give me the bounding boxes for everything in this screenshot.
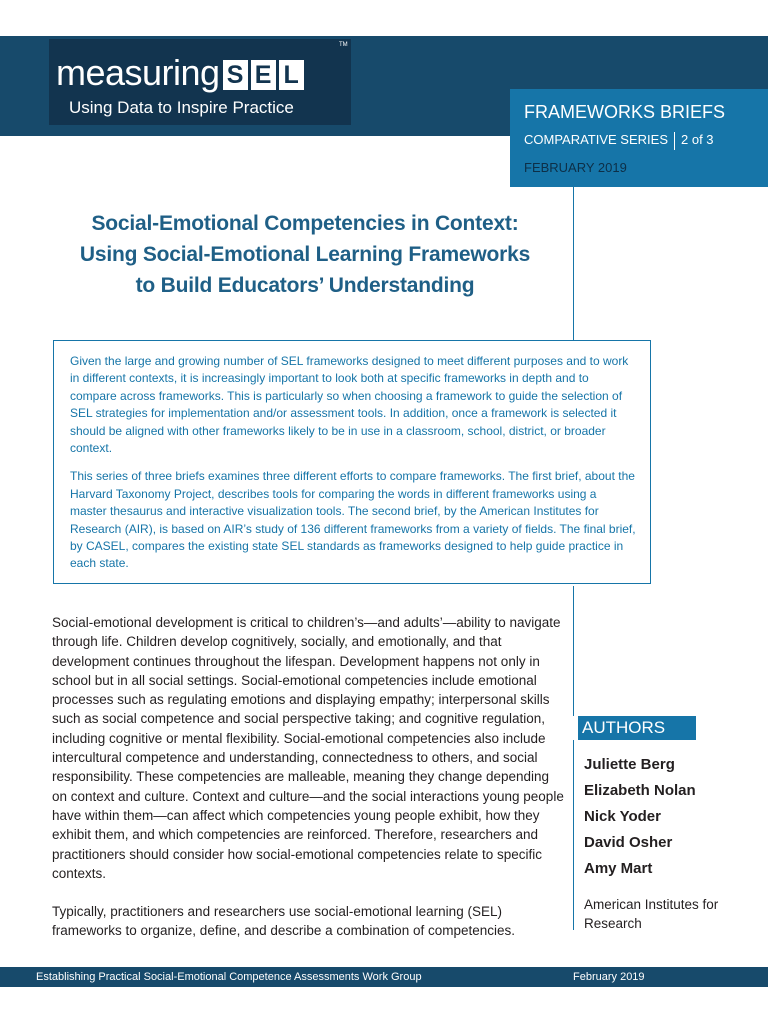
briefs-date: FEBRUARY 2019 [524,160,627,175]
abstract-box [53,340,651,584]
series-separator [674,132,675,150]
logo-letter-l: L [279,60,304,90]
abstract-paragraph-2: This series of three briefs examines three different efforts to compare frameworks. The first brief, about the Harvard Taxonomy Project, describes tools for comparing the words in different frameworks using a master thesaurus and interactive visualization tools. The second brief, by the American Institutes for Research (AIR), is based on AIR’s study of 136 different frameworks from a variety of fields. The final brief, by CASEL, compares the existing state SEL standards as frameworks designed to help guide practice in each state. [70,469,636,571]
author-affiliation: American Institutes for Research [584,897,719,931]
logo-main [56,47,307,93]
vertical-rule-middle [573,586,574,716]
body-paragraph-1: Social-emotional development is critical to children’s—and adults’—ability to navigate through life. Children develop cognitively, socially, and emotionally, and that development continues throughout the lifespan. Development happens not only in school but in all social settings. Social-emotional competencies include emotional processes such as regulating emotions and displaying empathy; interpersonal skills such as social competence and social perspective taking; and cognitive regulation, including cognitive or mental flexibility. Social-emotional competencies also include intercultural competence and understanding, connectedness to others, and social responsibility. These competencies are malleable, meaning they change depending on context and culture. Context and culture—and the social interactions young people have within them—can affect which competencies young people exhibit, how they exhibit them, and which competencies are reinforced. Therefore, researchers and practitioners should consider how social-emotional competencies relate to specific contexts. [52,615,564,881]
title-line-1: Social-Emotional Competencies in Context: [91,212,519,235]
author-name: Juliette Berg [584,756,675,773]
authors-heading: AUTHORS [578,716,696,740]
logo-trademark: TM [339,42,348,48]
logo-word: measuring [56,52,220,93]
logo-sel-letters [223,60,307,90]
title-line-2: Using Social-Emotional Learning Frameworks [79,243,531,266]
footer-date: February 2019 [573,971,645,983]
author-list [584,752,696,882]
vertical-rule-top [573,187,574,340]
logo-letter-e: E [251,60,276,90]
briefs-title: FRAMEWORKS BRIEFS [524,102,726,122]
footer-band [0,967,768,987]
author-name: Elizabeth Nolan [584,782,696,799]
author-name: Amy Mart [584,860,653,877]
briefs-series [524,131,714,150]
frameworks-briefs-box [510,89,768,187]
abstract-paragraph-1: Given the large and growing number of SEL frameworks designed to meet different purposes and to work in different contexts, it is increasingly important to look both at specific frameworks in depth and to compare across frameworks. This is particularly so when choosing a framework to guide the selection of SEL strategies for implementation and/or assessment tools. In addition, once a framework is selected it should be aligned with other frameworks likely to be in use in a classroom, school, district, or broader context. [70,354,629,456]
logo-tagline: Using Data to Inspire Practice [69,98,294,117]
body-paragraph-2: Typically, practitioners and researchers use social-emotional learning (SEL) frameworks to organize, define, and describe a combination of competencies. [52,904,516,939]
vertical-rule-bottom [573,740,574,930]
author-name: Nick Yoder [584,808,661,825]
body-text [52,613,567,960]
author-name: David Osher [584,834,673,851]
measuring-sel-logo [49,39,351,125]
series-part: 2 of 3 [681,132,714,147]
series-label: COMPARATIVE SERIES [524,132,668,147]
logo-letter-s: S [223,60,248,90]
footer-workgroup: Establishing Practical Social-Emotional Competence Assessments Work Group [36,971,422,983]
document-title [40,208,570,301]
title-line-3: to Build Educators’ Understanding [135,274,475,297]
